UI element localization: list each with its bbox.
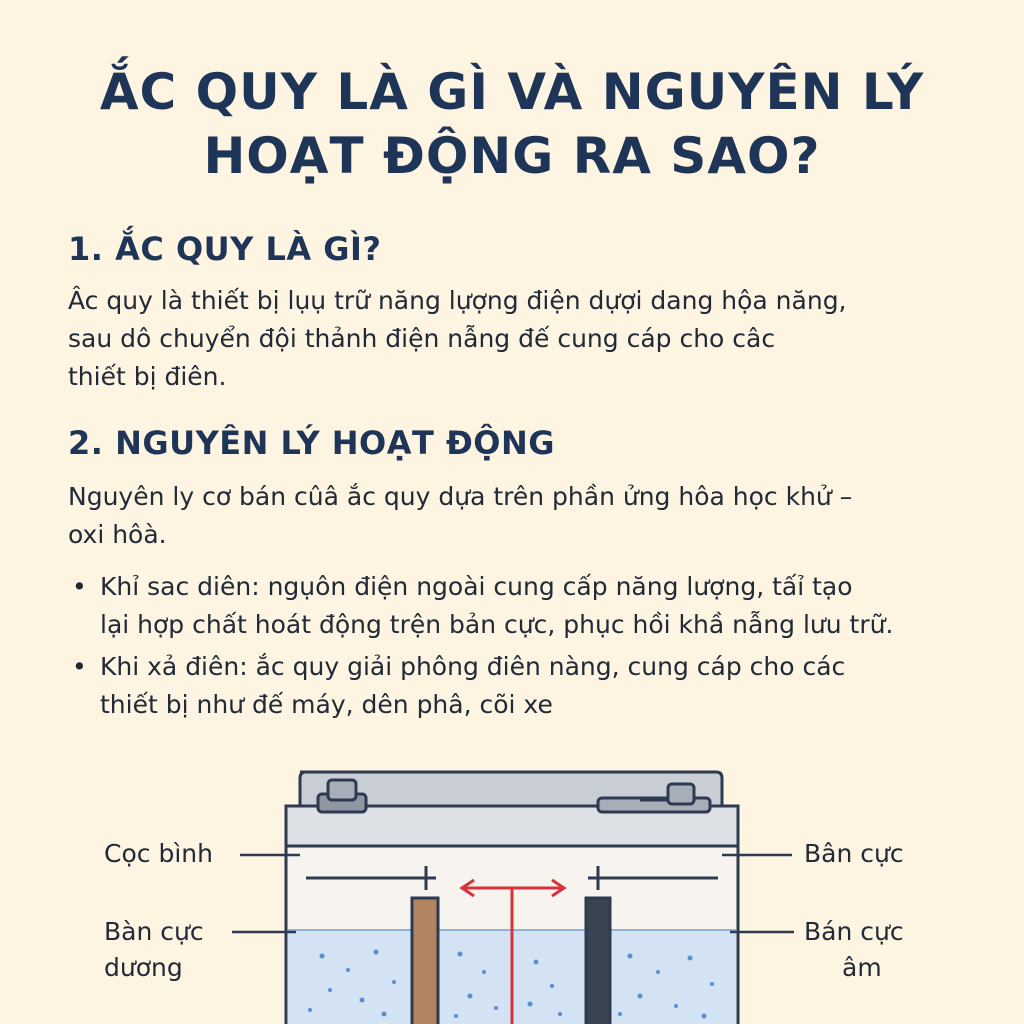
label-ban-cuc-am-1: Bán cực xyxy=(804,917,904,946)
label-ban-cuc-am-2: âm xyxy=(842,953,882,982)
label-ban-cuc-duong-1: Bàn cực xyxy=(104,917,204,946)
section-1-heading: 1. ẮC QUY LÀ GÌ? xyxy=(68,230,382,268)
title-line-1: ẮC QUY LÀ GÌ VÀ NGUYÊN LÝ xyxy=(99,63,925,121)
bullet-line: Khi xả điên: ắc quy giải phông điên nàng, cung cáp cho các xyxy=(100,652,846,681)
positive-plate xyxy=(412,898,438,1024)
section-1-paragraph xyxy=(68,282,968,396)
list-item xyxy=(70,648,970,724)
section-1-line: Âc quy là thiết bị lụụ trữ năng lựợng điện dựợi dang hộa năng, xyxy=(68,286,847,315)
label-ban-cuc-duong-2: dương xyxy=(104,953,183,982)
title-line-2: HOẠT ĐỘNG RA SAO? xyxy=(203,127,821,185)
bullet-line: lại hợp chất hoát động trện bản cực, phục hồi khầ nẫng lưu trữ. xyxy=(100,610,894,639)
section-2-paragraph xyxy=(68,478,968,554)
negative-plate xyxy=(586,898,610,1024)
section-2-line: Nguyên ly cơ bán cûâ ắc quy dựa trên phần ửng hôa học khử – xyxy=(68,482,853,511)
bullet-dot: • xyxy=(72,572,87,601)
label-coc-binh: Cọc bình xyxy=(104,839,213,868)
section-1-line: sau dô chuyển đội thảnh điện nẫng đế cung cáp cho câc xyxy=(68,324,776,353)
bullet-line: thiết bị như đế máy, dên phâ, cõi xe xyxy=(100,690,553,719)
section-2-heading: 2. NGUYÊN LÝ HOẠT ĐỘNG xyxy=(68,424,556,462)
section-2-line: oxi hôà. xyxy=(68,520,167,549)
page-title xyxy=(0,60,1024,188)
bullet-line: Khỉ sac diên: ngụôn điện ngoài cung cấp năng lượng, tấỉ tạo xyxy=(100,572,853,601)
bullet-dot: • xyxy=(72,652,87,681)
label-ban-cuc-right: Bân cực xyxy=(804,839,904,868)
bullet-list xyxy=(70,568,970,728)
section-1-line: thiết bị điên. xyxy=(68,362,227,391)
list-item xyxy=(70,568,970,644)
